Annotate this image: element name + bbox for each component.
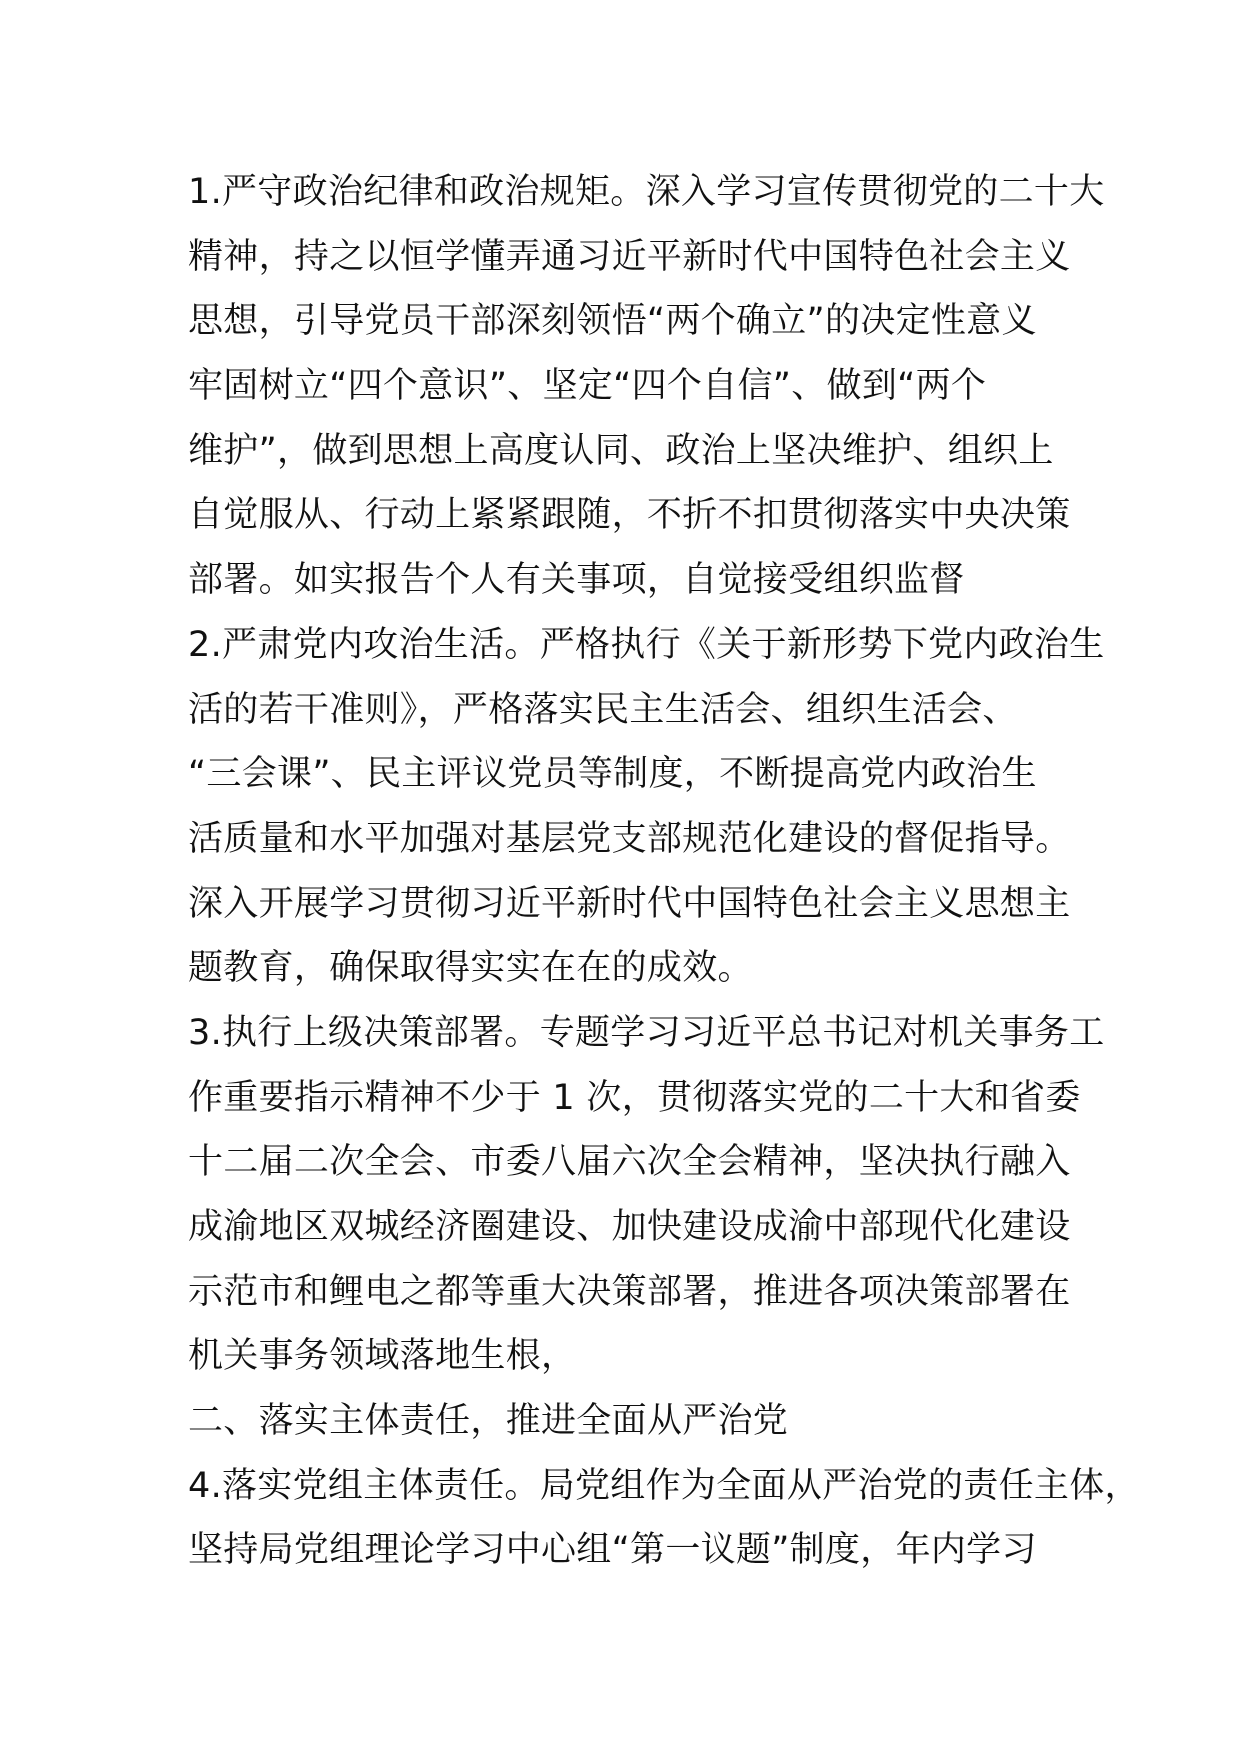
text-line: 示范市和鲤电之都等重大决策部署，推进各项决策部署在: [188, 1271, 1071, 1312]
text-line: 活的若干准则》，严格落实民主生活会、组织生活会、: [188, 689, 1018, 730]
text-line: 坚持局党组理论学习中心组“第一议题”制度，年内学习: [188, 1530, 1037, 1571]
text-line: 深入开展学习贯彻习近平新时代中国特色社会主义思想主: [188, 883, 1071, 924]
text-line: 牢固树立“四个意识”、坚定“四个自信”、做到“两个: [188, 366, 987, 407]
text-line: 作重要指示精神不少于 1 次，贯彻落实党的二十大和省委: [188, 1077, 1081, 1118]
text-line: “三会课”、民主评议党员等制度，不断提高党内政治生: [188, 754, 1037, 795]
text-line: 十二届二次全会、市委八届六次全会精神，坚决执行融入: [188, 1142, 1071, 1183]
text-line: 精神，持之以恒学懂弄通习近平新时代中国特色社会主义: [188, 236, 1071, 277]
text-line: 自觉服从、行动上紧紧跟随，不折不扣贯彻落实中央决策: [188, 495, 1071, 536]
text-line: 机关事务领域落地生根，: [188, 1336, 577, 1377]
text-line: 活质量和水平加强对基层党支部规范化建设的督促指导。: [188, 818, 1071, 859]
text-line: 4.落实党组主体责任。局党组作为全面从严治党的责任主体，: [188, 1465, 1140, 1506]
text-line: 3.执行上级决策部署。专题学习习近平总书记对机关事务工: [188, 1012, 1105, 1053]
text-line: 成渝地区双城经济圈建设、加快建设成渝中部现代化建设: [188, 1207, 1071, 1247]
section-heading: 二、落实主体责任，推进全面从严治党: [188, 1401, 789, 1442]
text-line: 思想，引导党员干部深刻领悟“两个确立”的决定性意义: [188, 301, 1037, 342]
text-line: 维护”，做到思想上高度认同、政治上坚决维护、组织上: [188, 430, 1054, 471]
document-body: [188, 160, 1140, 1583]
text-line: 题教育，确保取得实实在在的成效。: [188, 948, 753, 989]
text-line: 部署。如实报告个人有关事项，自觉接受组织监督: [188, 560, 965, 601]
text-line: 2.严肃党内攻治生活。严格执行《关于新形势下党内政治生: [188, 624, 1105, 665]
text-line: 1.严守政治纪律和政治规矩。深入学习宣传贯彻党的二十大: [188, 172, 1105, 212]
